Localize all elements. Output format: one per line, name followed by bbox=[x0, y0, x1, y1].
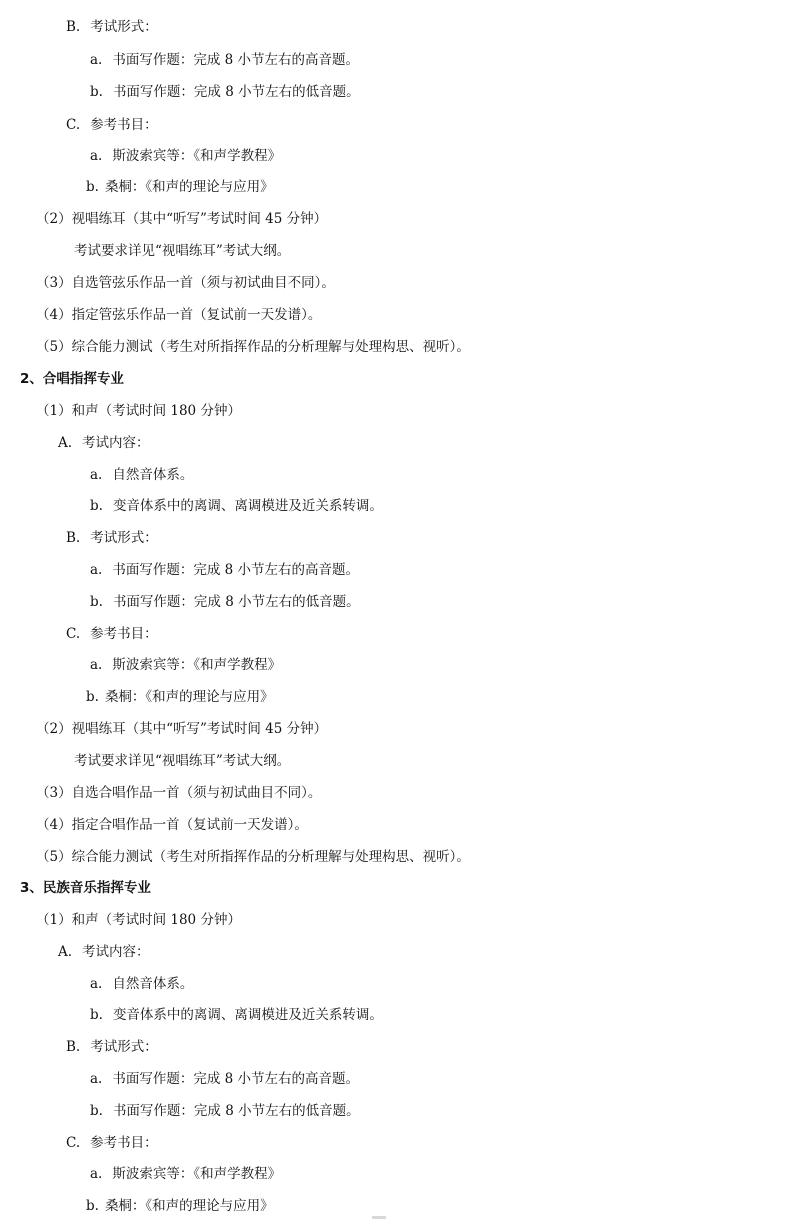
line-text: 自然音体系。 bbox=[112, 976, 194, 992]
exam-item: （3）自选管弦乐作品一首（须与初试曲目不同）。 bbox=[36, 275, 335, 291]
line-text: 斯波索宾等：《和声学教程》 bbox=[112, 1166, 282, 1182]
line-text: 桑桐：《和声的理论与应用》 bbox=[104, 1198, 274, 1214]
line-text: 考试内容： bbox=[82, 944, 150, 960]
section-heading: 3、民族音乐指挥专业 bbox=[20, 880, 151, 896]
list-marker: a. bbox=[90, 467, 103, 483]
exam-form-label bbox=[66, 18, 158, 36]
exam-content-item bbox=[90, 466, 193, 484]
exam-content-label bbox=[58, 434, 150, 452]
line-text: 桑桐：《和声的理论与应用》 bbox=[104, 179, 274, 195]
line-text: 桑桐：《和声的理论与应用》 bbox=[104, 689, 274, 705]
list-marker: b. bbox=[86, 1198, 99, 1214]
exam-form-item bbox=[90, 83, 360, 101]
list-marker: a. bbox=[90, 657, 103, 673]
exam-item: （5）综合能力测试（考生对所指挥作品的分析理解与处理构思、视听）。 bbox=[36, 849, 470, 865]
section-heading: 2、合唱指挥专业 bbox=[20, 371, 124, 387]
line-text: 变音体系中的离调、离调模进及近关系转调。 bbox=[112, 1007, 383, 1023]
exam-form-item bbox=[90, 593, 360, 611]
line-text: 书面写作题：完成 8 小节左右的低音题。 bbox=[112, 1103, 360, 1119]
exam-item: （5）综合能力测试（考生对所指挥作品的分析理解与处理构思、视听）。 bbox=[36, 339, 470, 355]
list-marker: b. bbox=[86, 179, 99, 195]
list-marker: b. bbox=[90, 84, 103, 100]
list-marker: A. bbox=[58, 435, 73, 451]
list-marker: b. bbox=[86, 689, 99, 705]
reference-books-label bbox=[66, 1134, 158, 1152]
list-marker: b. bbox=[90, 498, 103, 514]
line-text: 书面写作题：完成 8 小节左右的高音题。 bbox=[112, 52, 360, 68]
list-marker: A. bbox=[58, 944, 73, 960]
reference-books-label bbox=[66, 625, 158, 643]
exam-item: （2）视唱练耳（其中“听写”考试时间 45 分钟） bbox=[36, 211, 328, 227]
list-marker: C. bbox=[66, 117, 81, 133]
exam-form-label bbox=[66, 1038, 158, 1056]
line-text: 变音体系中的离调、离调模进及近关系转调。 bbox=[112, 498, 383, 514]
line-text: 书面写作题：完成 8 小节左右的低音题。 bbox=[112, 84, 360, 100]
line-text: 考试内容： bbox=[82, 435, 150, 451]
line-text: 考试形式： bbox=[90, 19, 158, 35]
list-marker: b. bbox=[90, 594, 103, 610]
reference-book-item bbox=[86, 1197, 274, 1215]
exam-content-item bbox=[90, 1006, 383, 1024]
line-text: 参考书目： bbox=[90, 117, 158, 133]
list-marker: a. bbox=[90, 52, 103, 68]
reference-book-item bbox=[86, 178, 274, 196]
list-marker: C. bbox=[66, 626, 81, 642]
line-text: 斯波索宾等：《和声学教程》 bbox=[112, 148, 282, 164]
reference-book-item bbox=[90, 147, 281, 165]
list-marker: B. bbox=[66, 19, 81, 35]
line-text: 书面写作题：完成 8 小节左右的高音题。 bbox=[112, 562, 360, 578]
list-marker: a. bbox=[90, 148, 103, 164]
reference-books-label bbox=[66, 116, 158, 134]
exam-item: （2）视唱练耳（其中“听写”考试时间 45 分钟） bbox=[36, 721, 328, 737]
exam-item: （4）指定合唱作品一首（复试前一天发谱）。 bbox=[36, 817, 308, 833]
line-text: 自然音体系。 bbox=[112, 467, 194, 483]
line-text: 书面写作题：完成 8 小节左右的高音题。 bbox=[112, 1071, 360, 1087]
line-text: 参考书目： bbox=[90, 626, 158, 642]
line-text: 参考书目： bbox=[90, 1135, 158, 1151]
exam-form-label bbox=[66, 529, 158, 547]
list-marker: B. bbox=[66, 1039, 81, 1055]
list-marker: a. bbox=[90, 1071, 103, 1087]
list-marker: a. bbox=[90, 976, 103, 992]
exam-form-item bbox=[90, 1102, 360, 1120]
exam-item: （1）和声（考试时间 180 分钟） bbox=[36, 403, 241, 419]
list-marker: a. bbox=[90, 1166, 103, 1182]
list-marker: b. bbox=[90, 1007, 103, 1023]
list-marker: C. bbox=[66, 1135, 81, 1151]
exam-content-label bbox=[58, 943, 150, 961]
exam-form-item bbox=[90, 1070, 359, 1088]
line-text: 斯波索宾等：《和声学教程》 bbox=[112, 657, 282, 673]
exam-item: （1）和声（考试时间 180 分钟） bbox=[36, 912, 241, 928]
list-marker: a. bbox=[90, 562, 103, 578]
exam-form-item bbox=[90, 561, 359, 579]
exam-note: 考试要求详见“视唱练耳”考试大纲。 bbox=[74, 243, 291, 259]
exam-content-item bbox=[90, 497, 383, 515]
list-marker: b. bbox=[90, 1103, 103, 1119]
line-text: 考试形式： bbox=[90, 530, 158, 546]
exam-item: （4）指定管弦乐作品一首（复试前一天发谱）。 bbox=[36, 307, 322, 323]
reference-book-item bbox=[86, 688, 274, 706]
page-edge-mark bbox=[372, 1216, 386, 1219]
line-text: 书面写作题：完成 8 小节左右的低音题。 bbox=[112, 594, 360, 610]
reference-book-item bbox=[90, 656, 281, 674]
reference-book-item bbox=[90, 1165, 281, 1183]
exam-note: 考试要求详见“视唱练耳”考试大纲。 bbox=[74, 753, 291, 769]
exam-form-item bbox=[90, 51, 359, 69]
exam-content-item bbox=[90, 975, 193, 993]
exam-item: （3）自选合唱作品一首（须与初试曲目不同）。 bbox=[36, 785, 322, 801]
line-text: 考试形式： bbox=[90, 1039, 158, 1055]
list-marker: B. bbox=[66, 530, 81, 546]
